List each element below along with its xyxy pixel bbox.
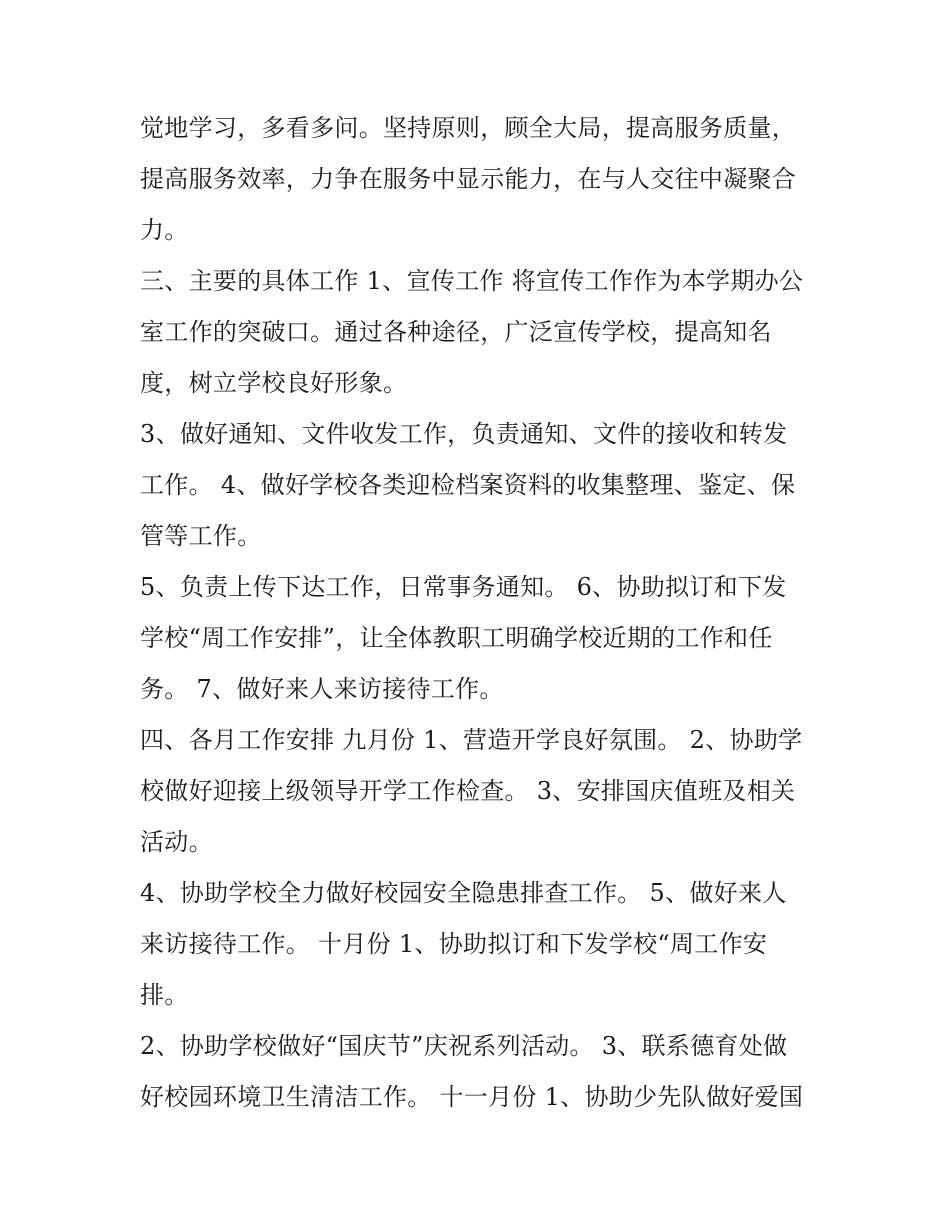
text-line: 务。 7、做好来人来访接待工作。 [140, 675, 504, 703]
text-line: 觉地学习，多看多问。坚持原则，顾全大局，提高服务质量， [140, 114, 797, 142]
text-line: 校做好迎接上级领导开学工作检查。 3、安排国庆值班及相关 [140, 777, 796, 805]
text-line: 学校“周工作安排”，让全体教职工明确学校近期的工作和任 [140, 624, 773, 652]
text-line: 排。 [140, 981, 189, 1009]
text-line: 5、负责上传下达工作，日常事务通知。 6、协助拟订和下发 [140, 573, 787, 601]
text-line: 提高服务效率，力争在服务中显示能力，在与人交往中凝聚合 [140, 165, 797, 193]
text-line: 来访接待工作。 十月份 1、协助拟订和下发学校“周工作安 [140, 930, 768, 958]
text-line: 力。 [140, 216, 189, 244]
section-heading-line: 四、各月工作安排 九月份 1、营造开学良好氛围。 2、协助学 [140, 726, 803, 754]
text-line: 室工作的突破口。通过各种途径，广泛宣传学校，提高知名 [140, 318, 772, 346]
section-heading-line: 三、主要的具体工作 1、宣传工作 将宣传工作作为本学期办公 [140, 267, 804, 295]
text-line: 度，树立学校良好形象。 [140, 369, 408, 397]
text-line: 3、做好通知、文件收发工作，负责通知、文件的接收和转发 [140, 420, 788, 448]
text-line: 活动。 [140, 828, 213, 856]
text-line: 工作。 4、做好学校各类迎检档案资料的收集整理、鉴定、保 [140, 471, 796, 499]
text-line: 4、协助学校全力做好校园安全隐患排查工作。 5、做好来人 [140, 879, 787, 907]
text-line: 管等工作。 [140, 522, 262, 550]
text-line: 好校园环境卫生清洁工作。 十一月份 1、协助少先队做好爱国 [140, 1083, 804, 1111]
body-text [140, 103, 820, 1123]
text-line: 2、协助学校做好“国庆节”庆祝系列活动。 3、联系德育处做 [140, 1032, 788, 1060]
